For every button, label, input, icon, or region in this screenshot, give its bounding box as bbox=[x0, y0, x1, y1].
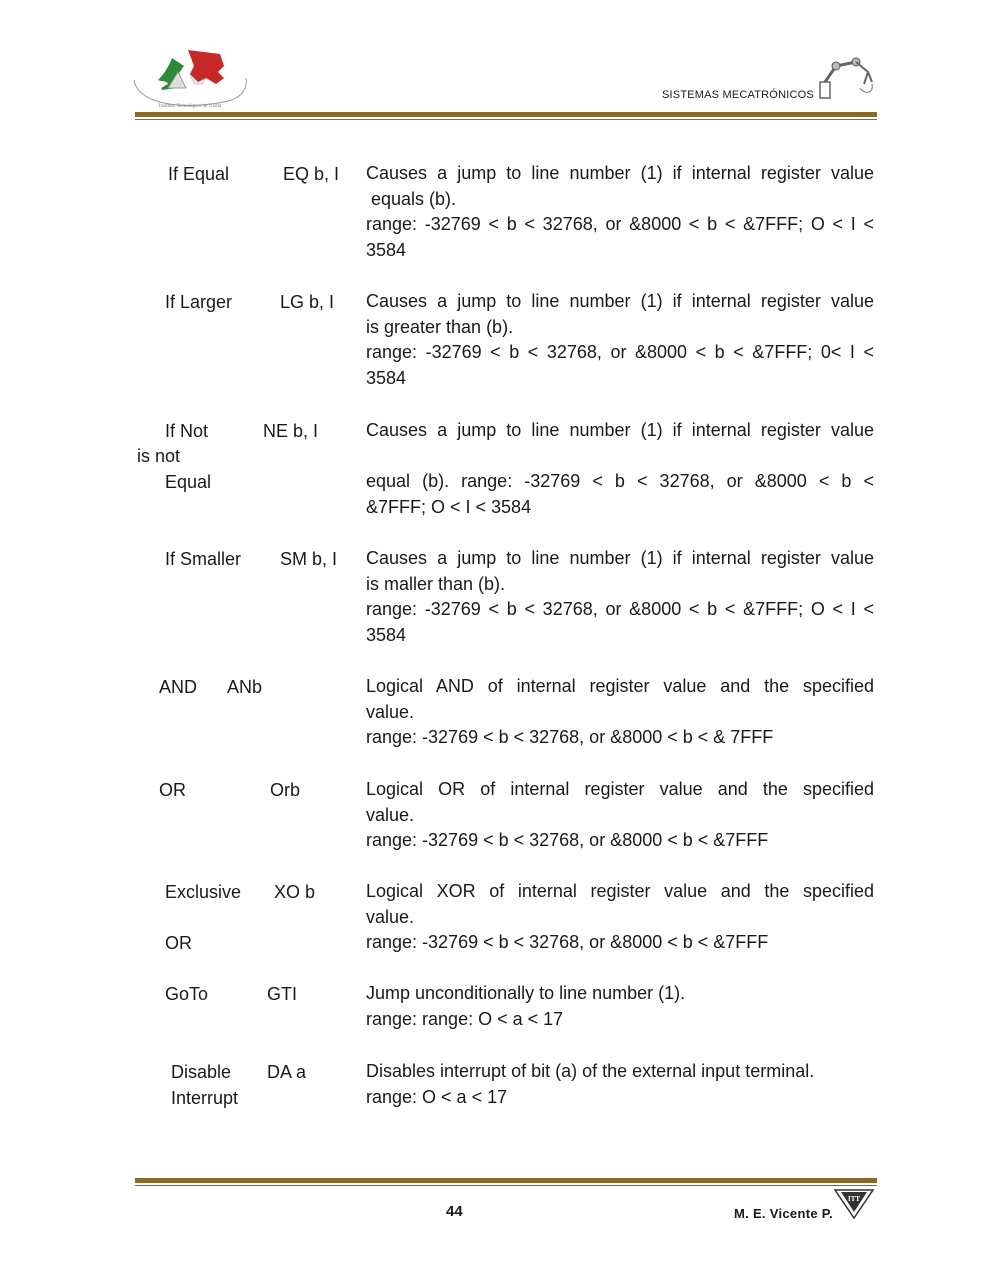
description-line: 3584 bbox=[366, 240, 407, 261]
command-name: If Smaller bbox=[165, 549, 242, 569]
command-name-continued: Interrupt bbox=[171, 1088, 239, 1108]
command-syntax: DA a bbox=[267, 1062, 307, 1082]
command-description bbox=[366, 879, 874, 956]
description-line: range: -32769 < b < 32768, or &8000 < b < &7FFF; O < I < bbox=[366, 214, 874, 235]
command-syntax: SM b, I bbox=[280, 549, 338, 569]
command-description bbox=[366, 161, 874, 264]
command-description bbox=[366, 674, 874, 751]
header-rule bbox=[135, 112, 877, 117]
description-line: Logical AND of internal register value and the specified bbox=[366, 676, 874, 696]
description-line: &7FFF; O < I < 3584 bbox=[366, 497, 532, 518]
logo-motto: Instituto Tecnológico de Tuxtla bbox=[158, 104, 222, 109]
description-line: value. bbox=[366, 701, 415, 722]
command-description bbox=[366, 546, 874, 649]
command-syntax: EQ b, I bbox=[283, 164, 340, 184]
description-line: range: -32769 < b < 32768, or &8000 < b < &7FFF; 0< I < bbox=[366, 342, 874, 363]
description-spacer bbox=[366, 444, 874, 470]
description-line: Causes a jump to line number (1) if internal register value bbox=[366, 291, 874, 311]
description-line: Jump unconditionally to line number (1). bbox=[366, 983, 686, 1003]
command-name: If Larger bbox=[165, 292, 233, 312]
command-description bbox=[366, 418, 874, 521]
footer-rule bbox=[135, 1178, 877, 1183]
description-line: Logical OR of internal register value and the specified bbox=[366, 779, 874, 799]
footer-author: M. E. Vicente P. bbox=[734, 1206, 833, 1221]
description-line: Causes a jump to line number (1) if internal register value bbox=[366, 548, 874, 568]
command-name: If Not bbox=[165, 421, 209, 441]
command-syntax: NE b, I bbox=[263, 421, 319, 441]
command-description bbox=[366, 981, 874, 1032]
command-syntax: GTI bbox=[267, 984, 297, 1004]
header-robot-icon bbox=[816, 52, 876, 102]
description-line: Causes a jump to line number (1) if internal register value bbox=[366, 163, 874, 183]
description-line: is maller than (b). bbox=[366, 573, 506, 594]
header-rule-thin bbox=[135, 119, 877, 120]
description-line: range: range: O < a < 17 bbox=[366, 1008, 564, 1029]
description-line: Disables interrupt of bit (a) of the external input terminal. bbox=[366, 1061, 815, 1081]
header-logo bbox=[128, 44, 252, 112]
command-name-continued: OR bbox=[165, 933, 192, 953]
description-line: Causes a jump to line number (1) if internal register value bbox=[366, 420, 874, 440]
emblem-text: ITT bbox=[847, 1195, 861, 1203]
description-line: range: -32769 < b < 32768, or &8000 < b < &7FFF; O < I < bbox=[366, 599, 874, 620]
footer-emblem-icon bbox=[833, 1188, 875, 1220]
command-syntax: XO b bbox=[274, 882, 316, 902]
command-name: GoTo bbox=[165, 984, 209, 1004]
command-name: If Equal bbox=[168, 164, 230, 184]
description-line: range: -32769 < b < 32768, or &8000 < b < &7FFF bbox=[366, 830, 769, 851]
command-name-continued: Equal bbox=[165, 472, 212, 492]
command-syntax: Orb bbox=[270, 780, 301, 800]
footer-rule-thin bbox=[135, 1185, 877, 1186]
header-title: SISTEMAS MECATRÓNICOS bbox=[662, 89, 814, 101]
command-description bbox=[366, 289, 874, 392]
description-line: 3584 bbox=[366, 625, 407, 646]
command-syntax: LG b, I bbox=[280, 292, 335, 312]
command-name: Exclusive bbox=[165, 882, 242, 902]
description-line: 3584 bbox=[366, 368, 407, 389]
description-line: range: -32769 < b < 32768, or &8000 < b < & 7FFF bbox=[366, 727, 774, 748]
description-line: equals (b). bbox=[366, 188, 457, 209]
description-line: is greater than (b). bbox=[366, 316, 514, 337]
description-line: equal (b). range: -32769 < b < 32768, or &8000 < b < bbox=[366, 471, 874, 492]
description-line: Logical XOR of internal register value and the specified bbox=[366, 881, 874, 901]
description-line: value. bbox=[366, 804, 415, 825]
command-name: AND bbox=[159, 677, 198, 697]
description-line: value. bbox=[366, 906, 415, 927]
command-description bbox=[366, 777, 874, 854]
command-name-overflow: is not bbox=[137, 446, 181, 466]
command-name: Disable bbox=[171, 1062, 232, 1082]
command-syntax: ANb bbox=[227, 677, 263, 697]
command-name: OR bbox=[159, 780, 186, 800]
page-number: 44 bbox=[446, 1203, 463, 1220]
description-line: range: O < a < 17 bbox=[366, 1086, 508, 1107]
description-line: range: -32769 < b < 32768, or &8000 < b < &7FFF bbox=[366, 932, 769, 953]
command-description bbox=[366, 1059, 874, 1110]
institution-logo-icon bbox=[128, 44, 252, 112]
